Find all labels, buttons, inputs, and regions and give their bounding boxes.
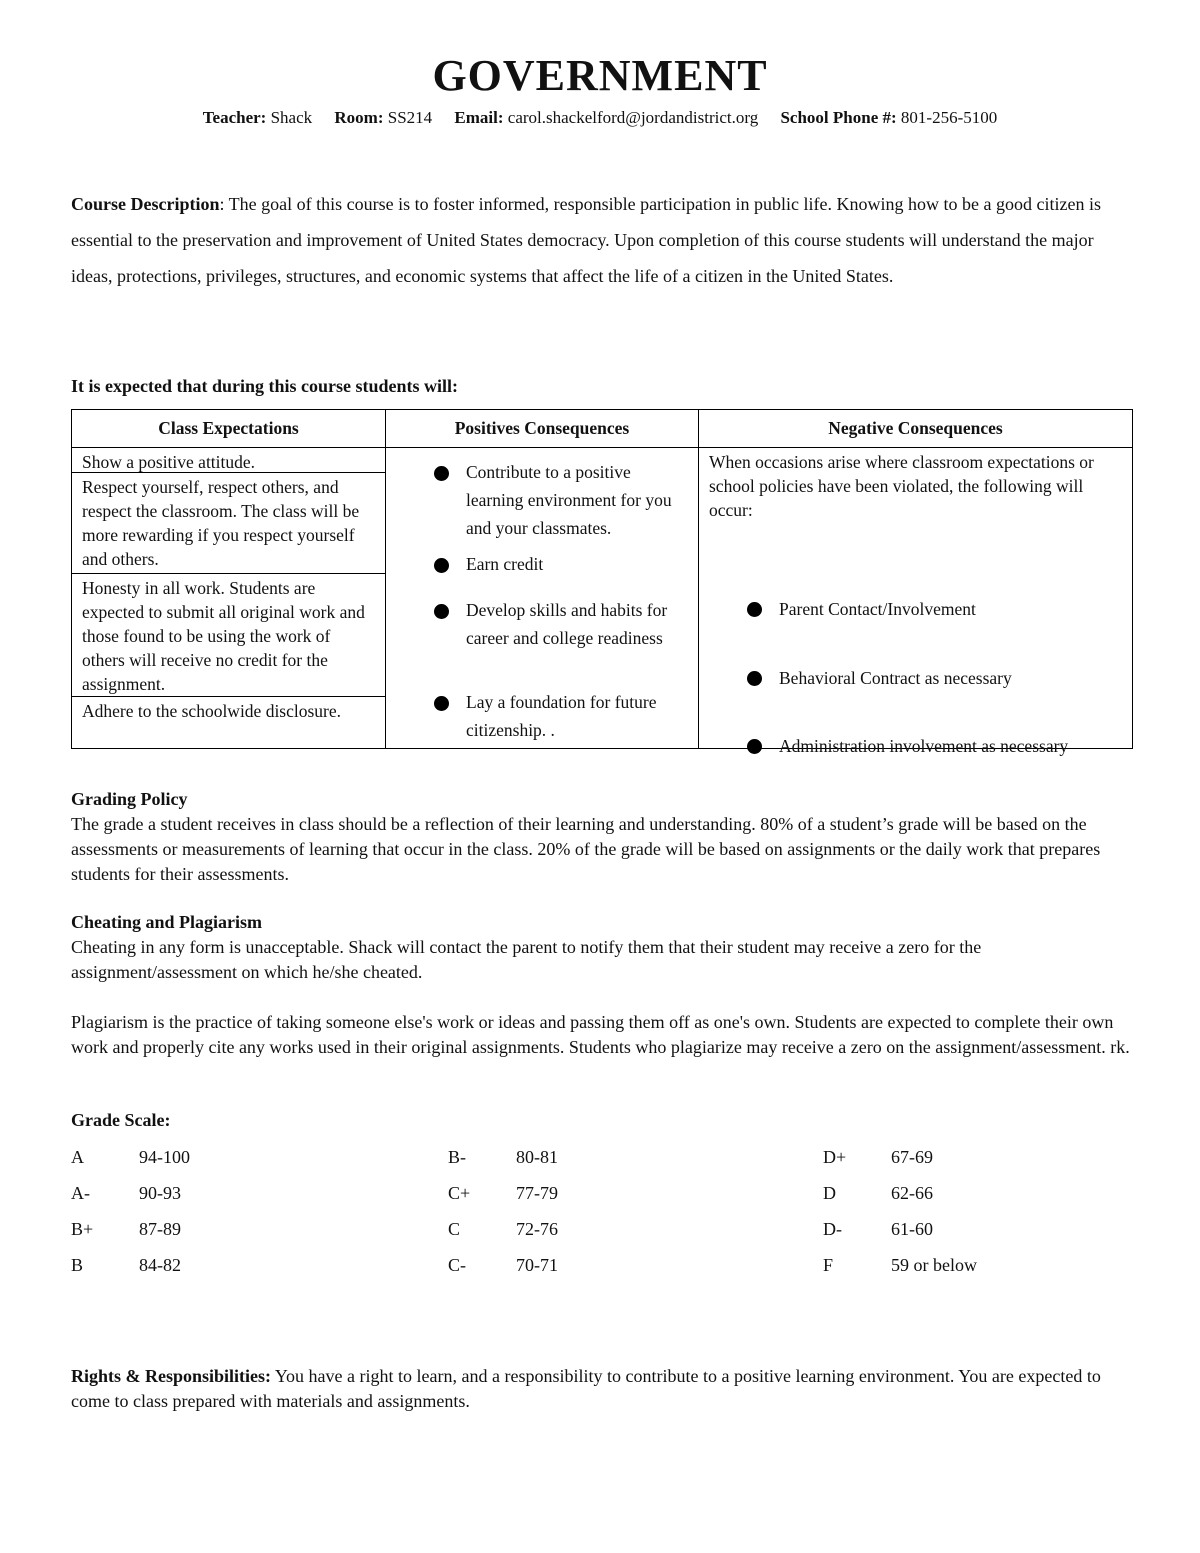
grade-letter: B+ [71, 1219, 94, 1239]
phone-label: School Phone #: [780, 108, 897, 127]
grade-scale-heading: Grade Scale: [71, 1110, 171, 1130]
negative-consequences-intro: When occasions arise where classroom expectations or school policies have been violated, the following will occur: [709, 452, 1094, 520]
cheating-section [71, 910, 1133, 1060]
grade-range: 77-79 [516, 1183, 558, 1203]
bullet-icon [434, 558, 449, 573]
grade-letter: B- [448, 1147, 466, 1167]
negative-consequence-text: Parent Contact/Involvement [779, 599, 976, 619]
page-title: GOVERNMENT [432, 51, 768, 100]
grade-row [823, 1181, 933, 1206]
grade-range: 70-71 [516, 1255, 558, 1275]
rights-label: Rights & Responsibilities: [71, 1366, 272, 1386]
grade-row [448, 1253, 558, 1278]
positive-consequence-text: Lay a foundation for future citizenship. . [466, 692, 657, 740]
bullet-icon [747, 602, 762, 617]
grade-letter: D- [823, 1219, 842, 1239]
teacher-label: Teacher: [202, 108, 267, 127]
room-info [334, 108, 432, 127]
course-description-text: : The goal of this course is to foster informed, responsible participation in public life. Knowing how to be a good citizen is essential to the preservation and improvement of United States democracy. Upon completion of this course students will understand the major ideas, protections, privileges, structures, and economic systems that affect the life of a citizen in the United States. [71, 194, 1101, 286]
column-header-positive-consequences: Positives Consequences [386, 410, 699, 448]
positive-consequences-cell [386, 448, 699, 749]
class-expectation-item: Honesty in all work. Students are expected to submit all original work and those found to be using the work of others will receive no credit for the assignment. [72, 574, 385, 697]
grade-row [823, 1217, 933, 1242]
class-expectations-cell [72, 448, 386, 749]
room-label: Room: [334, 108, 384, 127]
rights-responsibilities [71, 1364, 1133, 1414]
class-expectation-item: Show a positive attitude. [72, 448, 385, 473]
grade-row [823, 1145, 933, 1170]
column-header-negative-consequences: Negative Consequences [699, 410, 1133, 448]
contact-line [0, 106, 1200, 130]
bullet-icon [434, 696, 449, 711]
cheating-heading: Cheating and Plagiarism [71, 912, 263, 932]
grade-row [71, 1253, 181, 1278]
cheating-text: Cheating in any form is unacceptable. Shack will contact the parent to notify them that their student may receive a zero for the assignment/assessment on which he/she cheated. [71, 937, 982, 982]
class-expectation-item: Adhere to the schoolwide disclosure. [82, 701, 342, 721]
grade-row [448, 1145, 558, 1170]
negative-consequences-list [699, 448, 1132, 756]
grade-letter: C [448, 1219, 461, 1239]
course-description [71, 186, 1131, 294]
grade-letter: F [823, 1255, 834, 1275]
grade-row [71, 1217, 181, 1242]
bullet-icon [747, 671, 762, 686]
column-header-class-expectations: Class Expectations [72, 410, 386, 448]
positive-consequence-text: Contribute to a positive learning environment for you and your classmates. [466, 462, 672, 538]
bullet-icon [434, 466, 449, 481]
bullet-icon [434, 604, 449, 619]
grade-range: 90-93 [139, 1183, 181, 1203]
bullet-icon [747, 739, 762, 754]
phone-info [780, 108, 997, 127]
table-row [72, 448, 1133, 749]
plagiarism-text: Plagiarism is the practice of taking someone else's work or ideas and passing them off as one's own. Students are expected to complete their own work and properly cite any works used in their original assignments. Students who plagiarize may receive a zero on the assignment/assessment. rk. [71, 1012, 1130, 1057]
grade-letter: B [71, 1255, 84, 1275]
teacher-value: Shack [270, 108, 313, 127]
grade-range: 84-82 [139, 1255, 181, 1275]
grade-range: 87-89 [139, 1219, 181, 1239]
negative-consequence-text: Administration involvement as necessary [779, 736, 1069, 756]
table-header-row [72, 410, 1133, 448]
email-label: Email: [454, 108, 504, 127]
grading-policy-section [71, 787, 1133, 887]
grade-range: 80-81 [516, 1147, 558, 1167]
grade-row [71, 1181, 181, 1206]
grading-policy-heading: Grading Policy [71, 789, 188, 809]
positive-consequence-text: Develop skills and habits for career and college readiness [466, 600, 668, 648]
grade-range: 67-69 [891, 1147, 933, 1167]
grade-row [448, 1181, 558, 1206]
expectations-heading: It is expected that during this course students will: [71, 376, 459, 396]
grade-row [448, 1217, 558, 1242]
grade-letter: A- [71, 1183, 90, 1203]
class-expectation-item: Respect yourself, respect others, and respect the classroom. The class will be more rewarding if you respect yourself and others. [72, 473, 385, 574]
grade-letter: D [823, 1183, 836, 1203]
teacher-info [203, 108, 312, 127]
grade-range: 62-66 [891, 1183, 933, 1203]
grade-range: 72-76 [516, 1219, 558, 1239]
grade-range: 94-100 [139, 1147, 190, 1167]
room-value: SS214 [387, 108, 433, 127]
grading-policy-text: The grade a student receives in class should be a reflection of their learning and understanding. 80% of a student’s grade will be based on the assessments or measurements of learning that occur in the class. 20% of the grade will be based on assignments or the daily work that prepares students for their assessments. [71, 814, 1101, 884]
grade-letter: A [71, 1147, 84, 1167]
grade-letter: C- [448, 1255, 466, 1275]
positive-consequence-text: Earn credit [466, 554, 544, 574]
course-description-label: Course Description [71, 194, 220, 214]
phone-value: 801-256-5100 [900, 108, 998, 127]
grade-row [71, 1145, 190, 1170]
email-info [454, 108, 758, 127]
email-value: carol.shackelford@jordandistrict.org [507, 108, 759, 127]
negative-consequence-text: Behavioral Contract as necessary [779, 668, 1012, 688]
rights-text: You have a right to learn, and a responsibility to contribute to a positive learning environment. You are expected to come to class prepared with materials and assignments. [71, 1366, 1101, 1411]
positive-consequences-list [386, 448, 698, 748]
grade-range: 59 or below [891, 1255, 977, 1275]
negative-consequences-cell [699, 448, 1133, 756]
grade-letter: C+ [448, 1183, 471, 1203]
grade-letter: D+ [823, 1147, 847, 1167]
grade-range: 61-60 [891, 1219, 933, 1239]
expectations-table [71, 409, 1133, 756]
grade-row [823, 1253, 977, 1278]
